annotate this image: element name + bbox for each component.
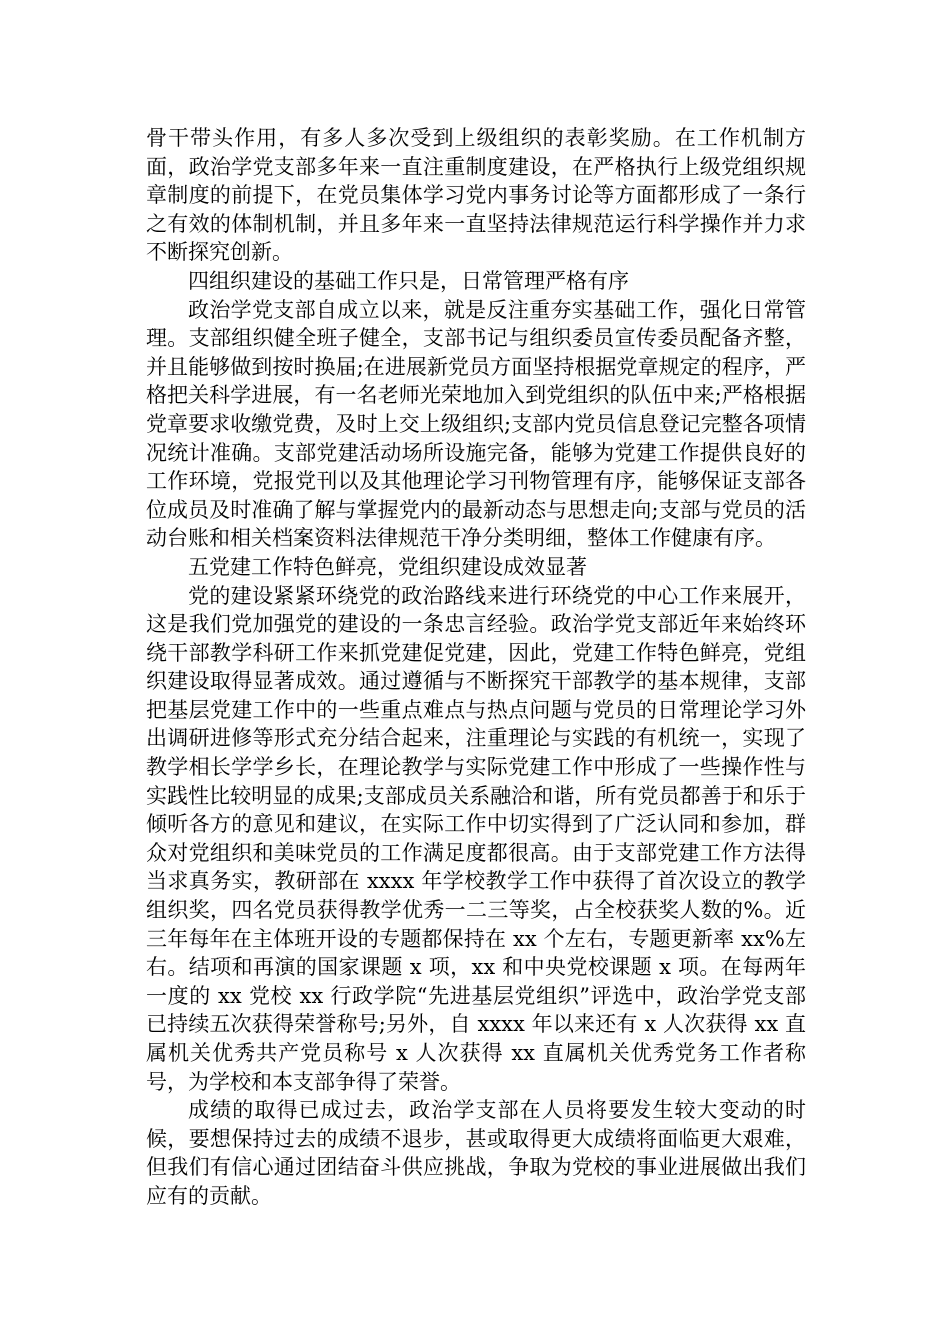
paragraph-section-4: 政治学党支部自成立以来，就是反注重夯实基础工作，强化日常管理。支部组织健全班子健全，支部书记与组织委员宣传委员配备齐整，并且能够做到按时换届;在进展新党员方面坚持根据党章规定的程序，严格把关科学进展，有一名老师光荣地加入到党组织的队伍中来;严格根据党章要求收缴党费，及时上交上级组织;支部内党员信息登记完整各项情况统计准确。支部党建活动场所设施完备，能够为党建工作提供良好的工作环境，党报党刊以及其他理论学习刊物管理有序，能够保证支部各位成员及时准确了解与掌握党内的最新动态与思想走向;支部与党员的活动台账和相关档案资料法律规范干净分类明细，整体工作健康有序。	[146, 297, 806, 551]
section-heading-4: 四组织建设的基础工作只是，日常管理严格有序	[188, 268, 629, 293]
section-heading-5: 五党建工作特色鲜亮，党组织建设成效显著	[188, 554, 587, 579]
paragraph-conclusion: 成绩的取得已成过去，政治学支部在人员将要发生较大变动的时候，要想保持过去的成绩不退步，甚或取得更大成绩将面临更大艰难，但我们有信心通过团结奋斗供应挑战，争取为党校的事业进展做出我们应有的贡献。	[146, 1098, 806, 1208]
paragraph-continuation: 骨干带头作用，有多人多次受到上级组织的表彰奖励。在工作机制方面，政治学党支部多年来一直注重制度建设，在严格执行上级党组织规章制度的前提下，在党员集体学习党内事务讨论等方面都形成了一条行之有效的体制机制，并且多年来一直坚持法律规范运行科学操作并力求不断探究创新。	[146, 126, 806, 265]
paragraph-section-5: 党的建设紧紧环绕党的政治路线来进行环绕党的中心工作来展开，这是我们党加强党的建设的一条忠言经验。政治学党支部近年来始终环绕干部教学科研工作来抓党建促党建，因此，党建工作特色鲜亮，党组织建设取得显著成效。通过遵循与不断探究干部教学的基本规律，支部把基层党建工作中的一些重点难点与热点问题与党员的日常理论学习外出调研进修等形式充分结合起来，注重理论与实践的有机统一，实现了教学相长学学乡长，在理论教学与实际党建工作中形成了一些操作性与实践性比较明显的成果;支部成员关系融洽和谐，所有党员都善于和乐于倾听各方的意见和建议，在实际工作中切实得到了广泛认同和参加，群众对党组织和美味党员的工作满足度都很高。由于支部党建工作方法得当求真务实，教研部在 xxxx 年学校教学工作中获得了首次设立的教学组织奖，四名党员获得教学优秀一二三等奖，占全校获奖人数的%。近三年每年在主体班开设的专题都保持在 xx 个左右，专题更新率 xx%左右。结项和再演的国家课题 x 项，xx 和中央党校课题 x 项。在每两年一度的 xx 党校 xx 行政学院“先进基层党组织”评选中，政治学党支部已持续五次获得荣誉称号;另外，自 xxxx 年以来还有 x 人次获得 xx 直属机关优秀共产党员称号 x 人次获得 xx 直属机关优秀党务工作者称号，为学校和本支部争得了荣誉。	[146, 583, 806, 1094]
document-body	[146, 124, 806, 1211]
